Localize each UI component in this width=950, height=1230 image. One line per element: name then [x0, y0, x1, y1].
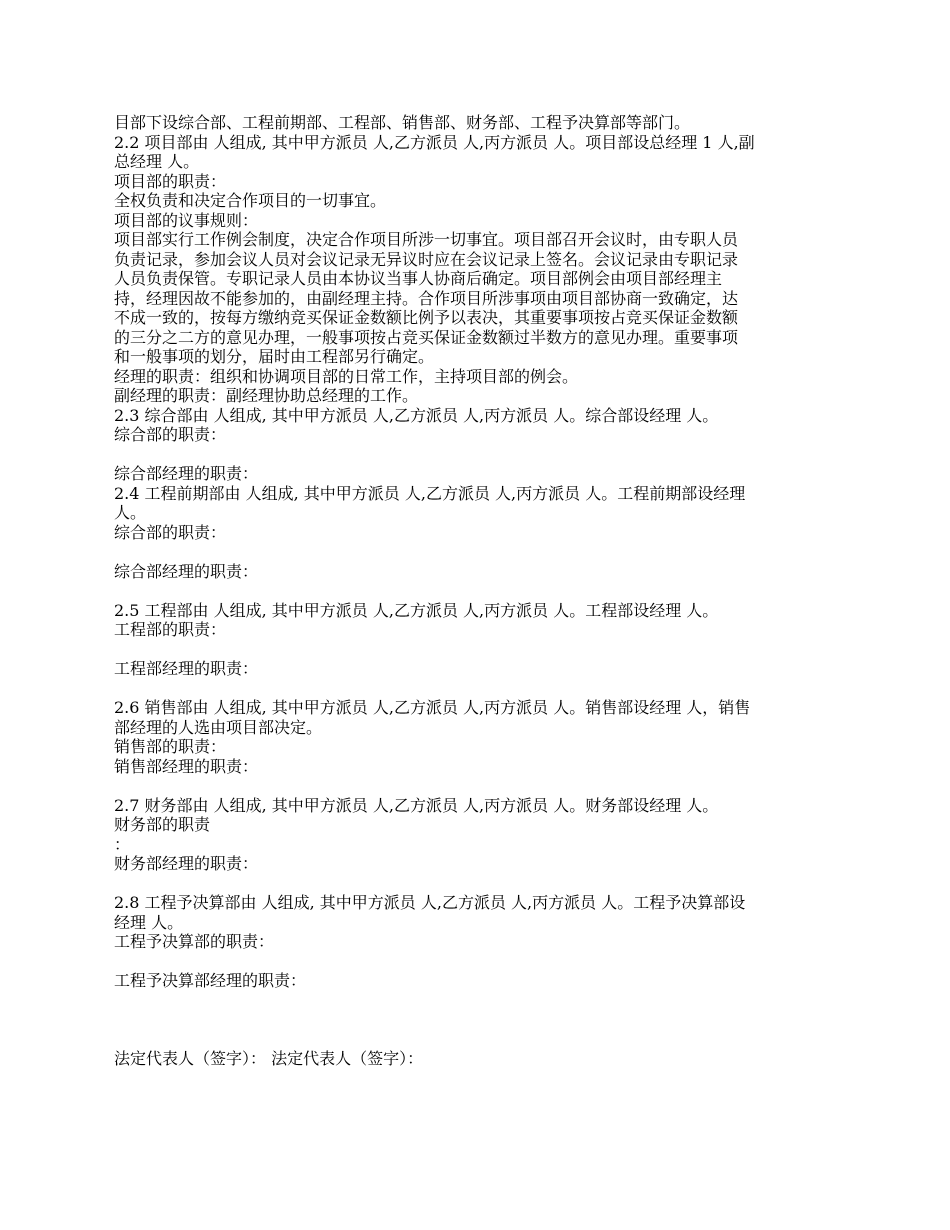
blank-line — [114, 581, 839, 601]
blank-line — [114, 776, 839, 796]
text-line: ： — [114, 834, 131, 854]
text-line: 的三分之二方的意见办理，一般事项按占竞买保证金数额过半数方的意见办理。重要事项 — [114, 327, 739, 347]
section-2-7-heading: 2.7 财务部由 人组成, 其中甲方派员 人,乙方派员 人,丙方派员 人。财务部设经理 人。 — [114, 795, 719, 815]
blank-line — [114, 542, 839, 562]
text-line: 工程部经理的职责： — [114, 659, 259, 678]
text-line: 副经理的职责：副经理协助总经理的工作。 — [114, 386, 419, 405]
text-line: 总经理 人。 — [114, 152, 200, 171]
text-line: 财务部的职责 — [114, 815, 211, 834]
text-line: 综合部经理的职责： — [114, 464, 259, 483]
section-2-8-heading: 2.8 工程予决算部由 人组成, 其中甲方派员 人,乙方派员 人,丙方派员 人。工程予决算部设 — [114, 893, 746, 912]
blank-line — [114, 874, 839, 894]
section-2-6-heading: 2.6 销售部由 人组成, 其中甲方派员 人,乙方派员 人,丙方派员 人。销售部设经理 人，销售 — [114, 698, 751, 717]
text-line: 工程予决算部经理的职责： — [114, 971, 307, 990]
blank-line — [114, 640, 839, 660]
text-line: 销售部的职责： — [114, 737, 227, 756]
text-line: 销售部经理的职责： — [114, 756, 259, 776]
text-line: 持，经理因故不能参加的，由副经理主持。合作项目所涉事项由项目部协商一致确定，达 — [114, 288, 739, 308]
text-line: 财务部经理的职责： — [114, 854, 259, 873]
text-line: 工程部的职责： — [114, 620, 227, 639]
text-line: 负责记录，参加会议人员对会议记录无异议时应在会议记录上签名。会议记录由专职记录 — [114, 249, 739, 269]
section-2-3-heading: 2.3 综合部由 人组成, 其中甲方派员 人,乙方派员 人,丙方派员 人。综合部设经理 人。 — [114, 405, 719, 425]
blank-line — [114, 952, 839, 972]
document-body — [114, 113, 839, 1068]
text-line: 项目部的职责： — [114, 171, 227, 191]
section-2-5-heading: 2.5 工程部由 人组成, 其中甲方派员 人,乙方派员 人,丙方派员 人。工程部设经理 人。 — [114, 600, 719, 620]
text-line: 不成一致的，按每方缴纳竞买保证金数额比例予以表决，其重要事项按占竞买保证金数额 — [114, 308, 739, 327]
text-line: 全权负责和决定合作项目的一切事宜。 — [114, 191, 387, 210]
text-line: 工程予决算部的职责： — [114, 932, 275, 951]
text-line: 人员负责保管。专职记录人员由本协议当事人协商后确定。项目部例会由项目部经理主 — [114, 269, 723, 288]
text-line: 和一般事项的划分，届时由工程部另行确定。 — [114, 347, 435, 366]
blank-line — [114, 679, 839, 699]
text-line: 人。 — [114, 503, 147, 522]
signature-line: 法定代表人（签字）： 法定代表人（签字）： — [114, 1048, 424, 1068]
blank-line — [114, 445, 839, 465]
text-line: 部经理的人选由项目部决定。 — [114, 717, 323, 737]
text-line: 经理的职责：组织和协调项目部的日常工作，主持项目部的例会。 — [114, 366, 579, 386]
text-line: 项目部的议事规则： — [114, 210, 259, 230]
section-2-4-heading: 2.4 工程前期部由 人组成, 其中甲方派员 人,乙方派员 人,丙方派员 人。工程前期部设经理 — [114, 483, 746, 503]
text-line: 项目部实行工作例会制度，决定合作项目所涉一切事宜。项目部召开会议时，由专职人员 — [114, 230, 739, 249]
blank-gap — [114, 991, 839, 1049]
section-2-2-heading: 2.2 项目部由 人组成, 其中甲方派员 人,乙方派员 人,丙方派员 人。项目部设总经理 1 人,副 — [114, 132, 755, 152]
text-line: 经理 人。 — [114, 912, 184, 932]
text-line: 综合部经理的职责： — [114, 561, 259, 581]
text-line: 目部下设综合部、工程前期部、工程部、销售部、财务部、工程予决算部等部门。 — [114, 113, 691, 132]
text-line: 综合部的职责： — [114, 522, 227, 542]
text-line: 综合部的职责： — [114, 425, 227, 444]
